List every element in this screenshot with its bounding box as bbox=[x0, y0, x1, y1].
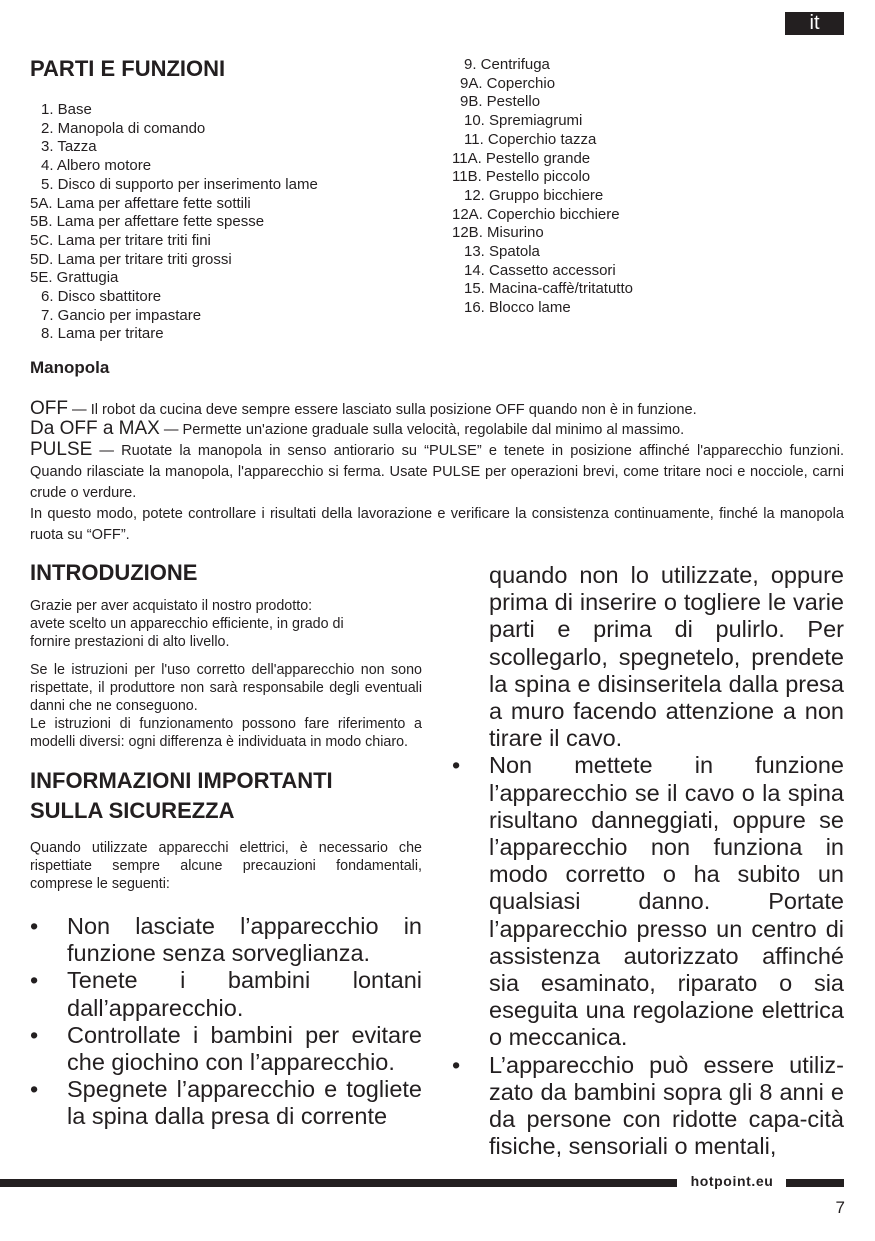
list-item: 8. Lama per tritare bbox=[41, 325, 164, 343]
pulse-text: — Ruotate la manopola in senso antiorario su “PULSE” e tenete in posizione affinché l'apparecchio funzioni. Quando rilasciate la manopola, l'apparecchio si ferma. Usate PULSE per operazioni brevi, come tritare noci e nocciole, carni crude o verdure. bbox=[30, 443, 844, 501]
safety-bullets-right bbox=[452, 752, 844, 1160]
language-tab: it bbox=[785, 12, 844, 35]
range-paragraph bbox=[30, 418, 844, 441]
safety-bullets-left bbox=[30, 913, 422, 1131]
list-item bbox=[452, 752, 844, 1051]
range-term: Da OFF a MAX bbox=[30, 418, 160, 439]
bullet-icon: • bbox=[30, 967, 39, 994]
bullet-text: Spegnete l’apparecchio e togliete la spina dalla presa di corrente bbox=[67, 1076, 422, 1130]
left-column bbox=[30, 558, 422, 1131]
intro-line: avete scelto un apparecchio efficiente, in grado di bbox=[30, 616, 344, 632]
bullet-icon: • bbox=[30, 1076, 39, 1103]
bullet-icon: • bbox=[30, 913, 39, 939]
list-item bbox=[30, 967, 422, 1021]
list-item bbox=[30, 913, 422, 967]
list-item: 3. Tazza bbox=[41, 138, 97, 156]
bullet-text: L’apparecchio può essere utiliz-zato da bambini sopra gli 8 anni e da persone con ridotte capa-cità fisiche, sensoriali o mentali, bbox=[489, 1051, 844, 1160]
list-item: 9. Centrifuga bbox=[464, 56, 550, 73]
manopola-description bbox=[30, 398, 844, 546]
intro-line: fornire prestazioni di alto livello. bbox=[30, 634, 230, 650]
parts-list-right bbox=[452, 56, 633, 318]
off-text: — Il robot da cucina deve sempre essere lasciato sulla posizione OFF quando non è in funzione. bbox=[68, 402, 697, 418]
parts-title: PARTI E FUNZIONI bbox=[30, 56, 226, 81]
list-item: 2. Manopola di comando bbox=[41, 119, 206, 137]
footer-rule-left bbox=[0, 1179, 677, 1187]
list-item: 5D. Lama per tritare triti grossi bbox=[30, 250, 232, 268]
list-item: 13. Spatola bbox=[464, 243, 540, 261]
off-term: OFF bbox=[30, 398, 68, 419]
list-item: 11. Coperchio tazza bbox=[464, 130, 597, 148]
parts-list-left bbox=[30, 101, 318, 344]
pulse-paragraph-2: In questo modo, potete controllare i risultati della lavorazione e verificare la consistenza continuamente, finché la manopola ruota su “OFF”. bbox=[30, 506, 844, 543]
list-item: 5B. Lama per affettare fette spesse bbox=[30, 213, 265, 231]
list-item: 9A. Coperchio bbox=[460, 74, 556, 92]
intro-paragraph-2: Se le istruzioni per l'uso corretto dell'apparecchio non sono rispettate, il produttore non sarà responsabile degli eventuali danni che ne conseguono. bbox=[30, 662, 422, 714]
intro-paragraph-3: Le istruzioni di funzionamento possono fare riferimento a modelli diversi: ogni differenza è individuata in modo chiaro. bbox=[30, 716, 422, 750]
bullet-continuation: quando non lo utilizzate, oppure prima di inserire o togliere le varie parti e prima di pulirlo. Per scollegarlo, spegnetelo, prendete la spina e disinseritela dalla presa a muro facendo attenzione a non tirare il cavo. bbox=[489, 562, 844, 752]
list-item: 5E. Grattugia bbox=[30, 269, 119, 287]
bullet-icon: • bbox=[452, 1051, 461, 1078]
right-column bbox=[452, 562, 844, 1160]
brand-logo: hotpoint.eu bbox=[684, 1173, 780, 1189]
intro-title: INTRODUZIONE bbox=[30, 560, 198, 585]
intro-line: Grazie per aver acquistato il nostro prodotto: bbox=[30, 598, 313, 614]
manopola-title: Manopola bbox=[30, 358, 110, 377]
list-item bbox=[452, 1052, 844, 1161]
bullet-icon: • bbox=[452, 752, 461, 779]
pulse-paragraph bbox=[30, 439, 844, 504]
list-item: 5. Disco di supporto per inserimento lame bbox=[41, 175, 318, 193]
list-item: 11A. Pestello grande bbox=[452, 149, 591, 167]
range-text: — Permette un'azione graduale sulla velocità, regolabile dal minimo al massimo. bbox=[159, 422, 685, 438]
pulse-term: PULSE bbox=[30, 439, 93, 460]
bullet-icon: • bbox=[30, 1021, 39, 1048]
list-item: 10. Spremiagrumi bbox=[464, 112, 583, 130]
list-item: 5A. Lama per affettare fette sottili bbox=[30, 194, 251, 212]
list-item: 14. Cassetto accessori bbox=[464, 261, 616, 279]
list-item: 7. Gancio per impastare bbox=[41, 306, 202, 324]
list-item: 4. Albero motore bbox=[41, 157, 152, 175]
list-item bbox=[30, 1076, 422, 1130]
list-item: 6. Disco sbattitore bbox=[41, 288, 162, 306]
intro-paragraph-1 bbox=[30, 597, 422, 651]
list-item: 9B. Pestello bbox=[460, 93, 541, 111]
list-item: 16. Blocco lame bbox=[464, 299, 571, 317]
bullet-text: Non mettete in funzione l’apparecchio se il cavo o la spina risultano danneggiati, oppure se l’apparecchio non funziona in modo corretto o ha subito un qualsiasi danno. Portate l’apparecchio presso un centro di assistenza autorizzato affinché sia esaminato, riparato o sia eseguita una regolazione elettrica o meccanica. bbox=[489, 752, 844, 1051]
bullet-text: Tenete i bambini lontani dall’apparecchio. bbox=[67, 967, 422, 1021]
safety-title-line: INFORMAZIONI IMPORTANTI bbox=[30, 768, 333, 793]
list-item: 12A. Coperchio bicchiere bbox=[452, 205, 620, 223]
page-number: 7 bbox=[835, 1198, 845, 1217]
list-item: 1. Base bbox=[41, 101, 92, 118]
footer-rule-right bbox=[786, 1179, 844, 1187]
safety-intro: Quando utilizzate apparecchi elettrici, è necessario che rispettiate sempre alcune precauzioni fondamentali, comprese le seguenti: bbox=[30, 840, 422, 892]
list-item bbox=[30, 1022, 422, 1076]
bullet-text: Controllate i bambini per evitare che giochino con l’apparecchio. bbox=[67, 1021, 422, 1076]
list-item: 15. Macina-caffè/tritatutto bbox=[464, 280, 633, 298]
list-item: 12. Gruppo bicchiere bbox=[464, 186, 604, 204]
list-item: 11B. Pestello piccolo bbox=[452, 168, 591, 186]
safety-title-line: SULLA SICUREZZA bbox=[30, 798, 235, 823]
bullet-text: Non lasciate l’apparecchio in funzione senza sorveglianza. bbox=[67, 913, 422, 967]
list-item: 5C. Lama per tritare triti fini bbox=[30, 231, 211, 249]
list-item: 12B. Misurino bbox=[452, 224, 544, 242]
safety-title bbox=[30, 766, 422, 826]
